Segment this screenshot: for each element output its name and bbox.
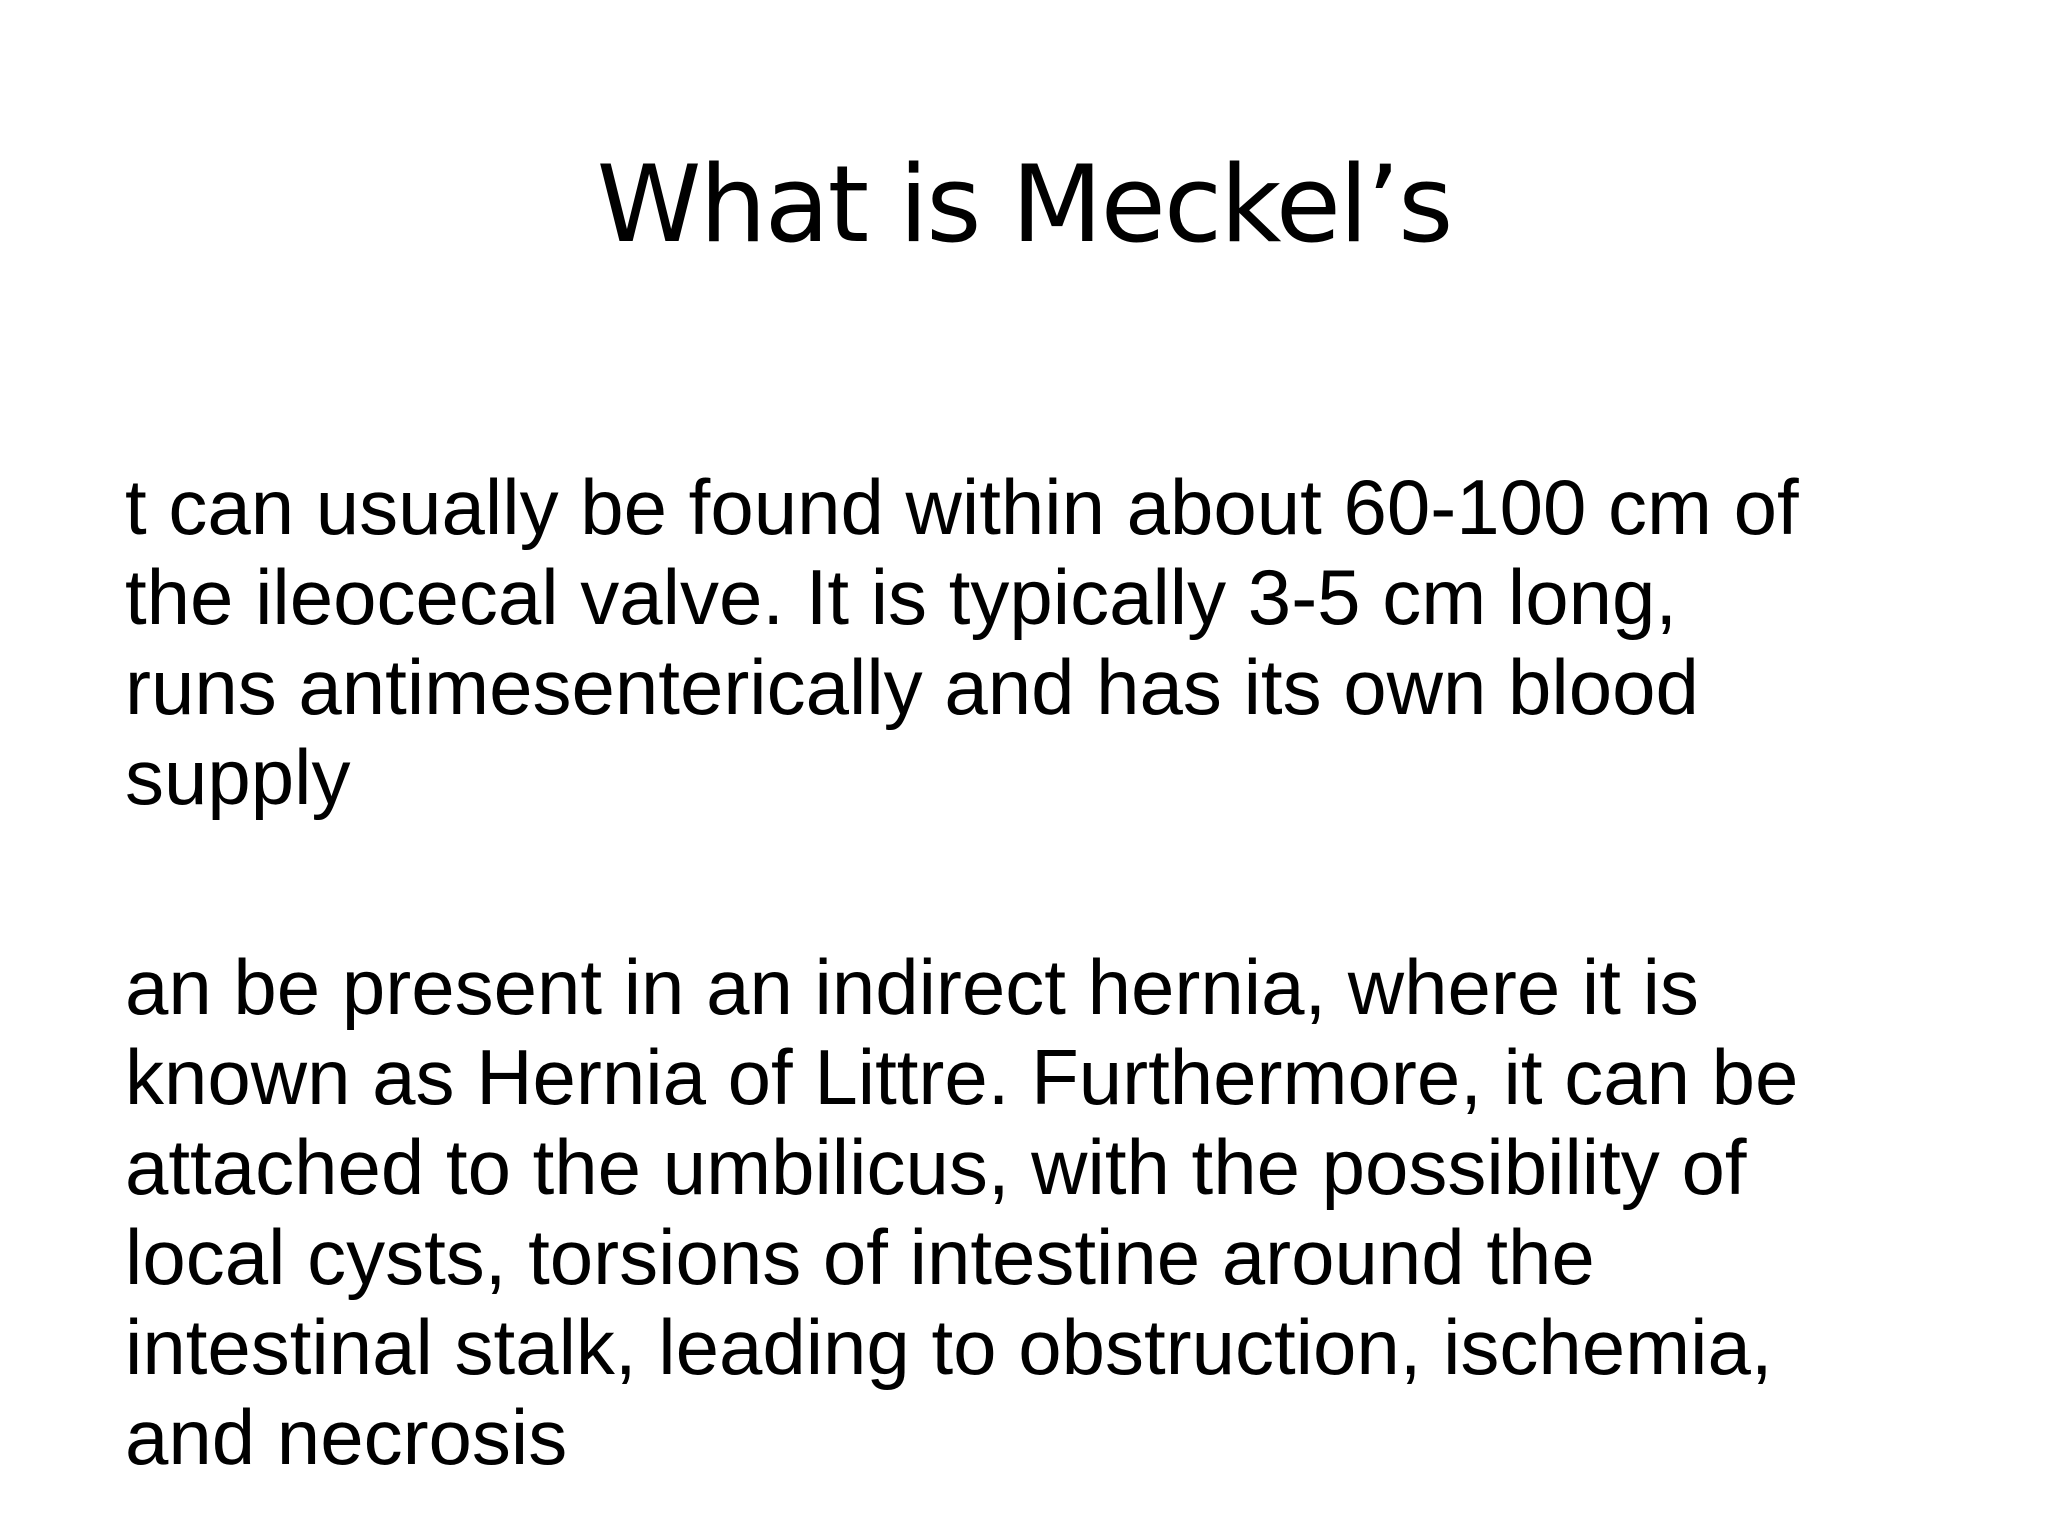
text-line: attached to the umbilicus, with the possibility of [125, 1123, 1747, 1211]
text-line: an be present in an indirect hernia, where it is [125, 943, 1699, 1031]
text-line: and necrosis [125, 1393, 568, 1481]
slide-body [125, 462, 2005, 1482]
paragraph-location [125, 462, 2005, 822]
text-line: the ileocecal valve. It is typically 3-5 cm long, [125, 553, 1678, 641]
text-line: t can usually be found within about 60-100 cm of [125, 463, 1799, 551]
text-line: runs antimesenterically and has its own blood [125, 643, 1699, 731]
text-line: intestinal stalk, leading to obstruction, ischemia, [125, 1303, 1773, 1391]
text-line: supply [125, 733, 351, 821]
slide-title: What is Meckel’s [596, 143, 1452, 266]
text-line: known as Hernia of Littre. Furthermore, it can be [125, 1033, 1799, 1121]
text-line: local cysts, torsions of intestine around the [125, 1213, 1595, 1301]
paragraph-complications [125, 942, 2005, 1482]
